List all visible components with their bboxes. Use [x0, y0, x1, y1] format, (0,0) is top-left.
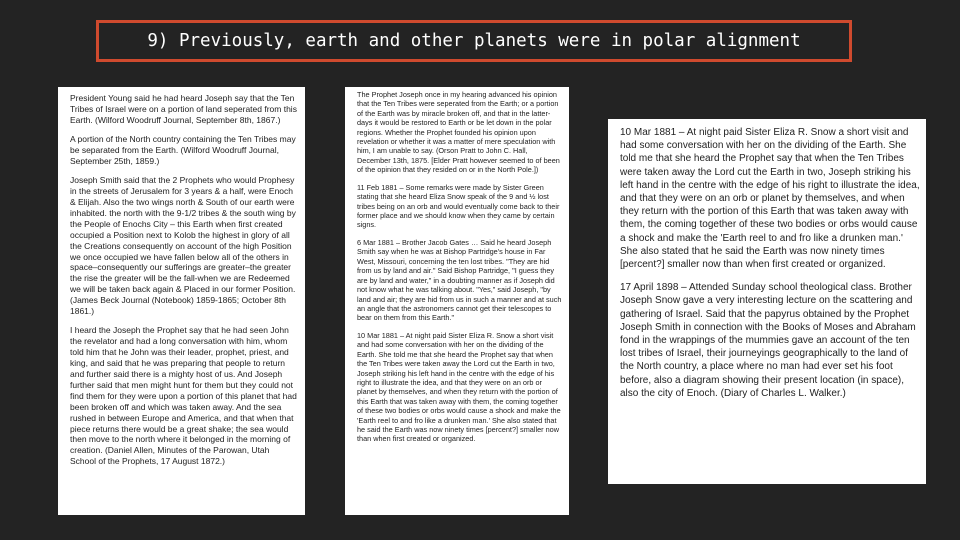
- quote-paragraph: 10 Mar 1881 – At night paid Sister Eliza R. Snow a short visit and had some conversation with her on the dividing of the Earth. She told me that she heard the Prophet say that when the Ten Tribes were taken away the Lord cut the Earth in two, Joseph striking his left hand in the centre with the edge of his right to illustrate the idea, and that they were on an orb or planet by themselves, and when they return with the portion of this Earth that was taken away with them, the coming together of these two bodies or orbs would cause a shock and make the 'Earth reel to and fro like a drunken man.' She also stated that he said the Earth was now ninety times [percent?] smaller now than when first created or organized.: [620, 127, 920, 271]
- quote-panel-right: [608, 119, 926, 484]
- quote-paragraph: 10 Mar 1881 – At night paid Sister Eliza R. Snow a short visit and had some conversation with her on the dividing of the Earth. She told me that she heard the Prophet say that when the Ten Tribes were taken away the Lord cut the Earth in two, Joseph striking his left hand in the centre with the edge of his right to illustrate the idea, and that they were on an orb or planet by themselves, and when they return with the portion of this Earth that was taken away with them, the coming together of these two bodies or orbs would cause a shock and make the 'Earth reel to and fro like a drunken man.' She also stated that he said the Earth was now ninety times [percent?] smaller now than when first created or organized.: [357, 330, 561, 444]
- quote-paragraph: A portion of the North country containing the Ten Tribes may be separated from the Earth. (Wilford Woodruff Journal, September 25th, 1859.): [70, 134, 296, 166]
- quote-paragraph: 17 April 1898 – Attended Sunday school theological class. Brother Joseph Snow gave a very interesting lecture on the scattering and gathering of Israel. Said that the papyrus obtained by the Prophet Joseph Smith in connection with the Books of Moses and Abraham fond in the wrappings of the mummies gave an account of the ten lost tribes of Israel, their journeyings geographically to the land of the North country, a place where no man had ever set his foot before, also a diagram showing their present location (in space), also the city of Enoch. (Diary of Charles L. Walker.): [620, 282, 916, 399]
- quote-paragraph: The Prophet Joseph once in my hearing advanced his opinion that the Ten Tribes were seperated from the Earth; or a portion of the Earth was by miracle broken off, and that in the latter-days it would be restored to Earth or be let down in the polar regions. Whether the Prophet founded his opinion upon revelation or whether it was a matter of mere speculation with him, I am unable to say. (Orson Pratt to John C. Hall, December 13th, 1875. [Elder Pratt however seemed to of been of the opinion that they resided on or in the North Pole.]): [357, 90, 560, 175]
- quote-panel-left: [58, 87, 305, 515]
- quote-paragraph: I heard the Joseph the Prophet say that he had seen John the revelator and had a long conversation with him, whom told him that he John was their leader, prophet, priest, and king, and said that he was preparing that people to return and further said there is a mighty host of us. And Joseph further said that men might hunt for them but they could not find them for they were upon a portion of this planet that had been broken off and which was taken away. And the sea rushed in between Europe and America, and that when that piece returns there would be a great shake; the sea would then move to the north where it belonged in the morning of creation. (Daniel Allen, Minutes of the Parowan, Utah School of the Prophets, 17 August 1872.): [70, 325, 297, 467]
- quote-panel-middle: [345, 87, 569, 515]
- slide-title: 9) Previously, earth and other planets were in polar alignment: [147, 31, 801, 51]
- quote-paragraph: President Young said he had heard Joseph say that the Ten Tribes of Israel were on a portion of land seperated from this Earth. (Wilford Woodruff Journal, September 8th, 1867.): [70, 93, 297, 125]
- quote-paragraph: 11 Feb 1881 – Some remarks were made by Sister Green stating that she heard Eliza Snow speak of the 9 and ½ lost tribes being on an orb and would eventually come back to their former place and we should know when they came by certain signs.: [357, 182, 560, 230]
- slide-title-box: [96, 20, 852, 62]
- quote-paragraph: Joseph Smith said that the 2 Prophets who would Prophesy in the streets of Jerusalem for 3 years & a half, were Enoch & Elijah. Also the two wings north & South of our earth were inhabited. the north with the 9-1/2 tribes & the south wing by the People of Enochs City – this Earth when first created occupied a Position next to Kolob the highest in glory of all the Creations consequently on account of the high Position we once occupied we have fallen below all of the others in space–consequently our sufferings are greater–the greater the rise the greater will be the fall-when we are Redeemed we will be taken back again & Placed in our former Position. (James Beck Journal (Notebook) 1859-1865; October 8th 1861.): [70, 175, 296, 317]
- quote-paragraph: 6 Mar 1881 – Brother Jacob Gates … Said he heard Joseph Smith say when he was at Bishop Partridge's house in Far West, Missouri, concerning the ten lost tribes. "They are hid from us by land and air." Said Bishop Partridge, "I guess they are by land and water," in a doubting manner as if Joseph did not know what he was talking about. "Yes," said Joseph, "by land and air; they are hid from us in such a manner and at such an angle that the astronomers cannot get their telescopes to bear on them from this Earth.": [357, 238, 562, 323]
